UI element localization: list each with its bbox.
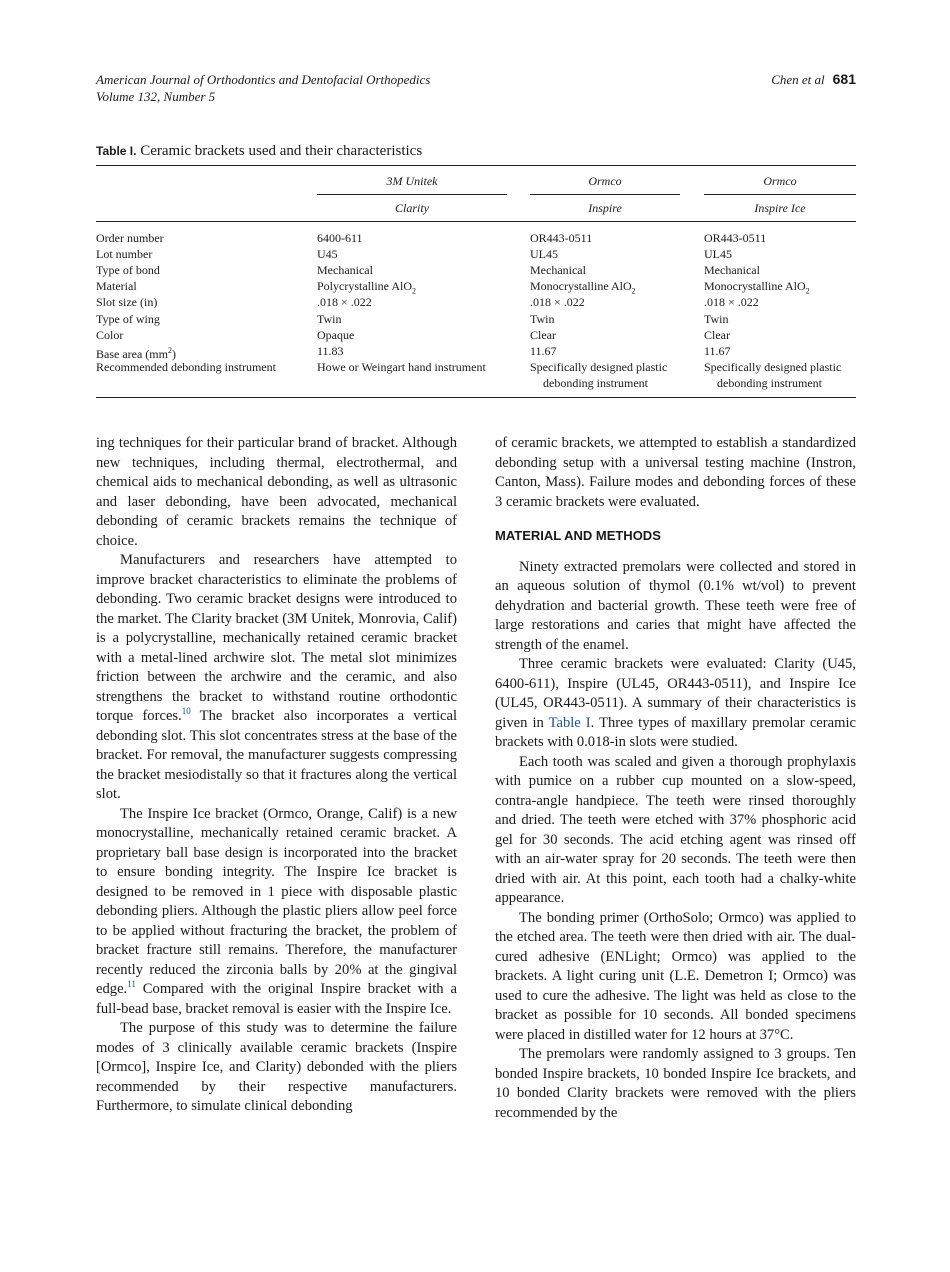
cell-clarity: Howe or Weingart hand instrument <box>317 360 486 374</box>
paragraph-text: The Inspire Ice bracket (Ormco, Orange, Calif) is a new monocrystalline, mechanically retained ceramic bracket. A proprietary ball base design is incorporated into the bracket to ensure bonding integrity. The Inspire Ice bracket is designed to be removed in 1 piece with disposable plastic debonding pliers. Although the plastic pliers allow peel force to be applied without fracturing the bracket, the problem of bracket fracture still remains. Therefore, the manufacturer recently reduced the zirconia balls by 20% at the gingival edge. <box>96 805 457 997</box>
cell-inspire-ice: Twin <box>704 312 729 326</box>
cell-inspire-ice: 11.67 <box>704 344 731 358</box>
row-label: Color <box>96 328 124 342</box>
col-subrule-3 <box>704 194 856 195</box>
author-line: Chen et al <box>771 72 825 87</box>
reference-link[interactable]: 11 <box>127 979 136 990</box>
row-label: Type of wing <box>96 312 160 326</box>
superscript: 2 <box>167 346 172 355</box>
cell-inspire: Specifically designed plastic debonding instrument <box>530 360 668 390</box>
cell-inspire: OR443-0511 <box>530 231 593 245</box>
col-subrule-2 <box>530 194 680 195</box>
row-label: Lot number <box>96 247 153 261</box>
row-label: Material <box>96 279 137 293</box>
table-label: Table I. <box>96 144 137 158</box>
body-column-left <box>96 434 457 1117</box>
cell-clarity: .018 × .022 <box>317 295 372 309</box>
paragraph: of ceramic brackets, we attempted to establish a standardized debonding setup with a universal testing machine (Instron, Canton, Mass). Failure modes and debonding forces of these 3 ceramic brackets were evaluated. <box>495 435 856 510</box>
paragraph: Each tooth was scaled and given a thorough prophylaxis with pumice on a rubber cup mounted on a slow-speed, contra-angle handpiece. The teeth were rinsed thoroughly and dried. The teeth were etched with 37% phosphoric acid gel for 30 seconds. The acid etching agent was rinsed off with an air-water spray for 20 seconds. The teeth were then dried with air. At this point, each tooth had a chalky-white appearance. <box>495 753 856 906</box>
cell-inspire-ice: Specifically designed plastic debonding instrument <box>704 360 842 390</box>
cell-clarity: Opaque <box>317 328 355 342</box>
running-header-page <box>771 71 856 88</box>
paragraph: The premolars were randomly assigned to 3 groups. Ten bonded Inspire brackets, 10 bonded Inspire Ice brackets, and 10 bonded Clarity brackets were removed with the pliers recommended by the <box>495 1046 856 1121</box>
col-header-manufacturer-3: Ormco <box>763 174 797 188</box>
col-subrule-1 <box>317 194 507 195</box>
paragraph: The bonding primer (OrthoSolo; Ormco) was applied to the etched area. The teeth were then dried with air. The dual-cured adhesive (ENLight; Ormco) was applied to the brackets. A light curing unit (L.E. Demetron I; Ormco) was used to cure the adhesive. The light was held as close to the bracket as possible for 10 seconds. All bonded specimens were placed in distilled water for 12 hours at 37°C. <box>495 909 856 1043</box>
subscript: 2 <box>412 286 416 296</box>
cell-clarity: 11.83 <box>317 344 344 358</box>
paragraph-text: . Three types of maxillary premolar ceramic brackets with 0.018-in slots were studied. <box>495 714 856 750</box>
label-end: ) <box>171 347 176 361</box>
paragraph-text: The bracket also incorporates a vertical debonding slot. This slot concentrates stress at the base of the bracket. For removal, the manufacturer suggests compressing the bracket mesiodistally so that it fractures along the vertical slot. <box>96 708 458 802</box>
journal-name: American Journal of Orthodontics and Dentofacial Orthopedics <box>96 72 431 87</box>
cell-inspire: Twin <box>530 312 555 326</box>
col-header-brand-1: Clarity <box>394 201 429 215</box>
col-header-manufacturer-1: 3M Unitek <box>386 174 438 188</box>
cell-clarity: 6400-611 <box>317 231 363 245</box>
page-number: 681 <box>832 71 856 87</box>
running-header-journal <box>96 71 430 105</box>
table-bottom-rule <box>96 397 856 398</box>
paragraph: Ninety extracted premolars were collected and stored in an aqueous solution of thymol (0.1% wt/vol) to prevent dehydration and bacterial growth. These teeth were free of large restorations and caries that might have affected the strength of the enamel. <box>495 558 856 653</box>
paragraph <box>495 655 856 753</box>
cell-inspire: .018 × .022 <box>530 295 585 309</box>
section-heading: MATERIAL AND METHODS <box>495 528 661 543</box>
journal-volume: Volume 132, Number 5 <box>96 89 216 104</box>
table-title: Ceramic brackets used and their characteristics <box>140 143 423 159</box>
cell-inspire-ice: UL45 <box>704 247 732 261</box>
material-text: Monocrystalline AlO <box>704 279 806 293</box>
col-header-brand-3: Inspire Ice <box>754 201 806 215</box>
col-header-brand-2: Inspire <box>588 201 622 215</box>
material-text: Monocrystalline AlO <box>530 279 632 293</box>
row-label: Order number <box>96 231 164 245</box>
cell-inspire-ice: OR443-0511 <box>704 231 767 245</box>
paragraph <box>96 805 457 1020</box>
paragraph: The purpose of this study was to determine the failure modes of 3 clinically available ceramic brackets (Inspire [Ormco], Inspire Ice, and Clarity) debonded with the pliers recommended by their respective manufacturers. Furthermore, to simulate clinical debonding <box>96 1020 457 1114</box>
cell-clarity: Mechanical <box>317 263 373 277</box>
cell-inspire-ice: Clear <box>704 328 730 342</box>
row-label: Recommended debonding instrument <box>96 360 276 374</box>
col-header-manufacturer-2: Ormco <box>588 174 622 188</box>
cell-inspire: 11.67 <box>530 344 557 358</box>
subscript: 2 <box>805 286 810 296</box>
subscript: 2 <box>631 286 636 296</box>
paragraph-text: Manufacturers and researchers have attempted to improve bracket characteristics to eliminate the problems of debonding. Two ceramic bracket designs were introduced to the market. The Clarity bracket (3M Unitek, Monrovia, Calif) is a polycrystalline, mechanically retained ceramic bracket with a metal-lined archwire slot. The metal slot minimizes friction between the archwire and the ceramic, and also strengthens the bracket to withstand routine orthodontic torque forces. <box>96 552 457 724</box>
reference-link[interactable]: 10 <box>181 706 191 717</box>
cell-clarity: U45 <box>317 247 338 261</box>
table-link[interactable]: Table I <box>548 714 591 731</box>
cell-inspire: Mechanical <box>530 263 586 277</box>
paragraph: ing techniques for their particular brand of bracket. Although new techniques, including thermal, electrothermal, and chemical aids to mechanical debonding, as well as ultrasonic and laser debonding, have been advocated, mechanical debonding of ceramic brackets remains the technique of choice. <box>96 435 457 549</box>
paragraph <box>96 551 457 805</box>
material-text: Polycrystalline AlO <box>317 279 412 293</box>
row-label: Slot size (in) <box>96 295 158 309</box>
cell-inspire-ice: Mechanical <box>704 263 760 277</box>
table-header-rule <box>96 221 856 222</box>
body-column-right <box>495 434 856 1123</box>
cell-inspire: UL45 <box>530 247 558 261</box>
table-caption <box>96 143 422 160</box>
label-text: Base area (mm <box>96 347 168 361</box>
table-top-rule <box>96 165 856 166</box>
cell-inspire: Clear <box>530 328 556 342</box>
paragraph-text: Three ceramic brackets were evaluated: Clarity (U45, 6400-611), Inspire (UL45, OR443-0511), and Inspire Ice (UL45, OR443-0511). A summary of their characteristics is given in <box>495 656 856 731</box>
cell-clarity: Twin <box>317 312 342 326</box>
paragraph-text: Compared with the original Inspire bracket with a full-bead base, bracket removal is easier with the Inspire Ice. <box>96 981 457 1017</box>
row-label: Type of bond <box>96 263 160 277</box>
cell-inspire-ice: .018 × .022 <box>704 295 759 309</box>
